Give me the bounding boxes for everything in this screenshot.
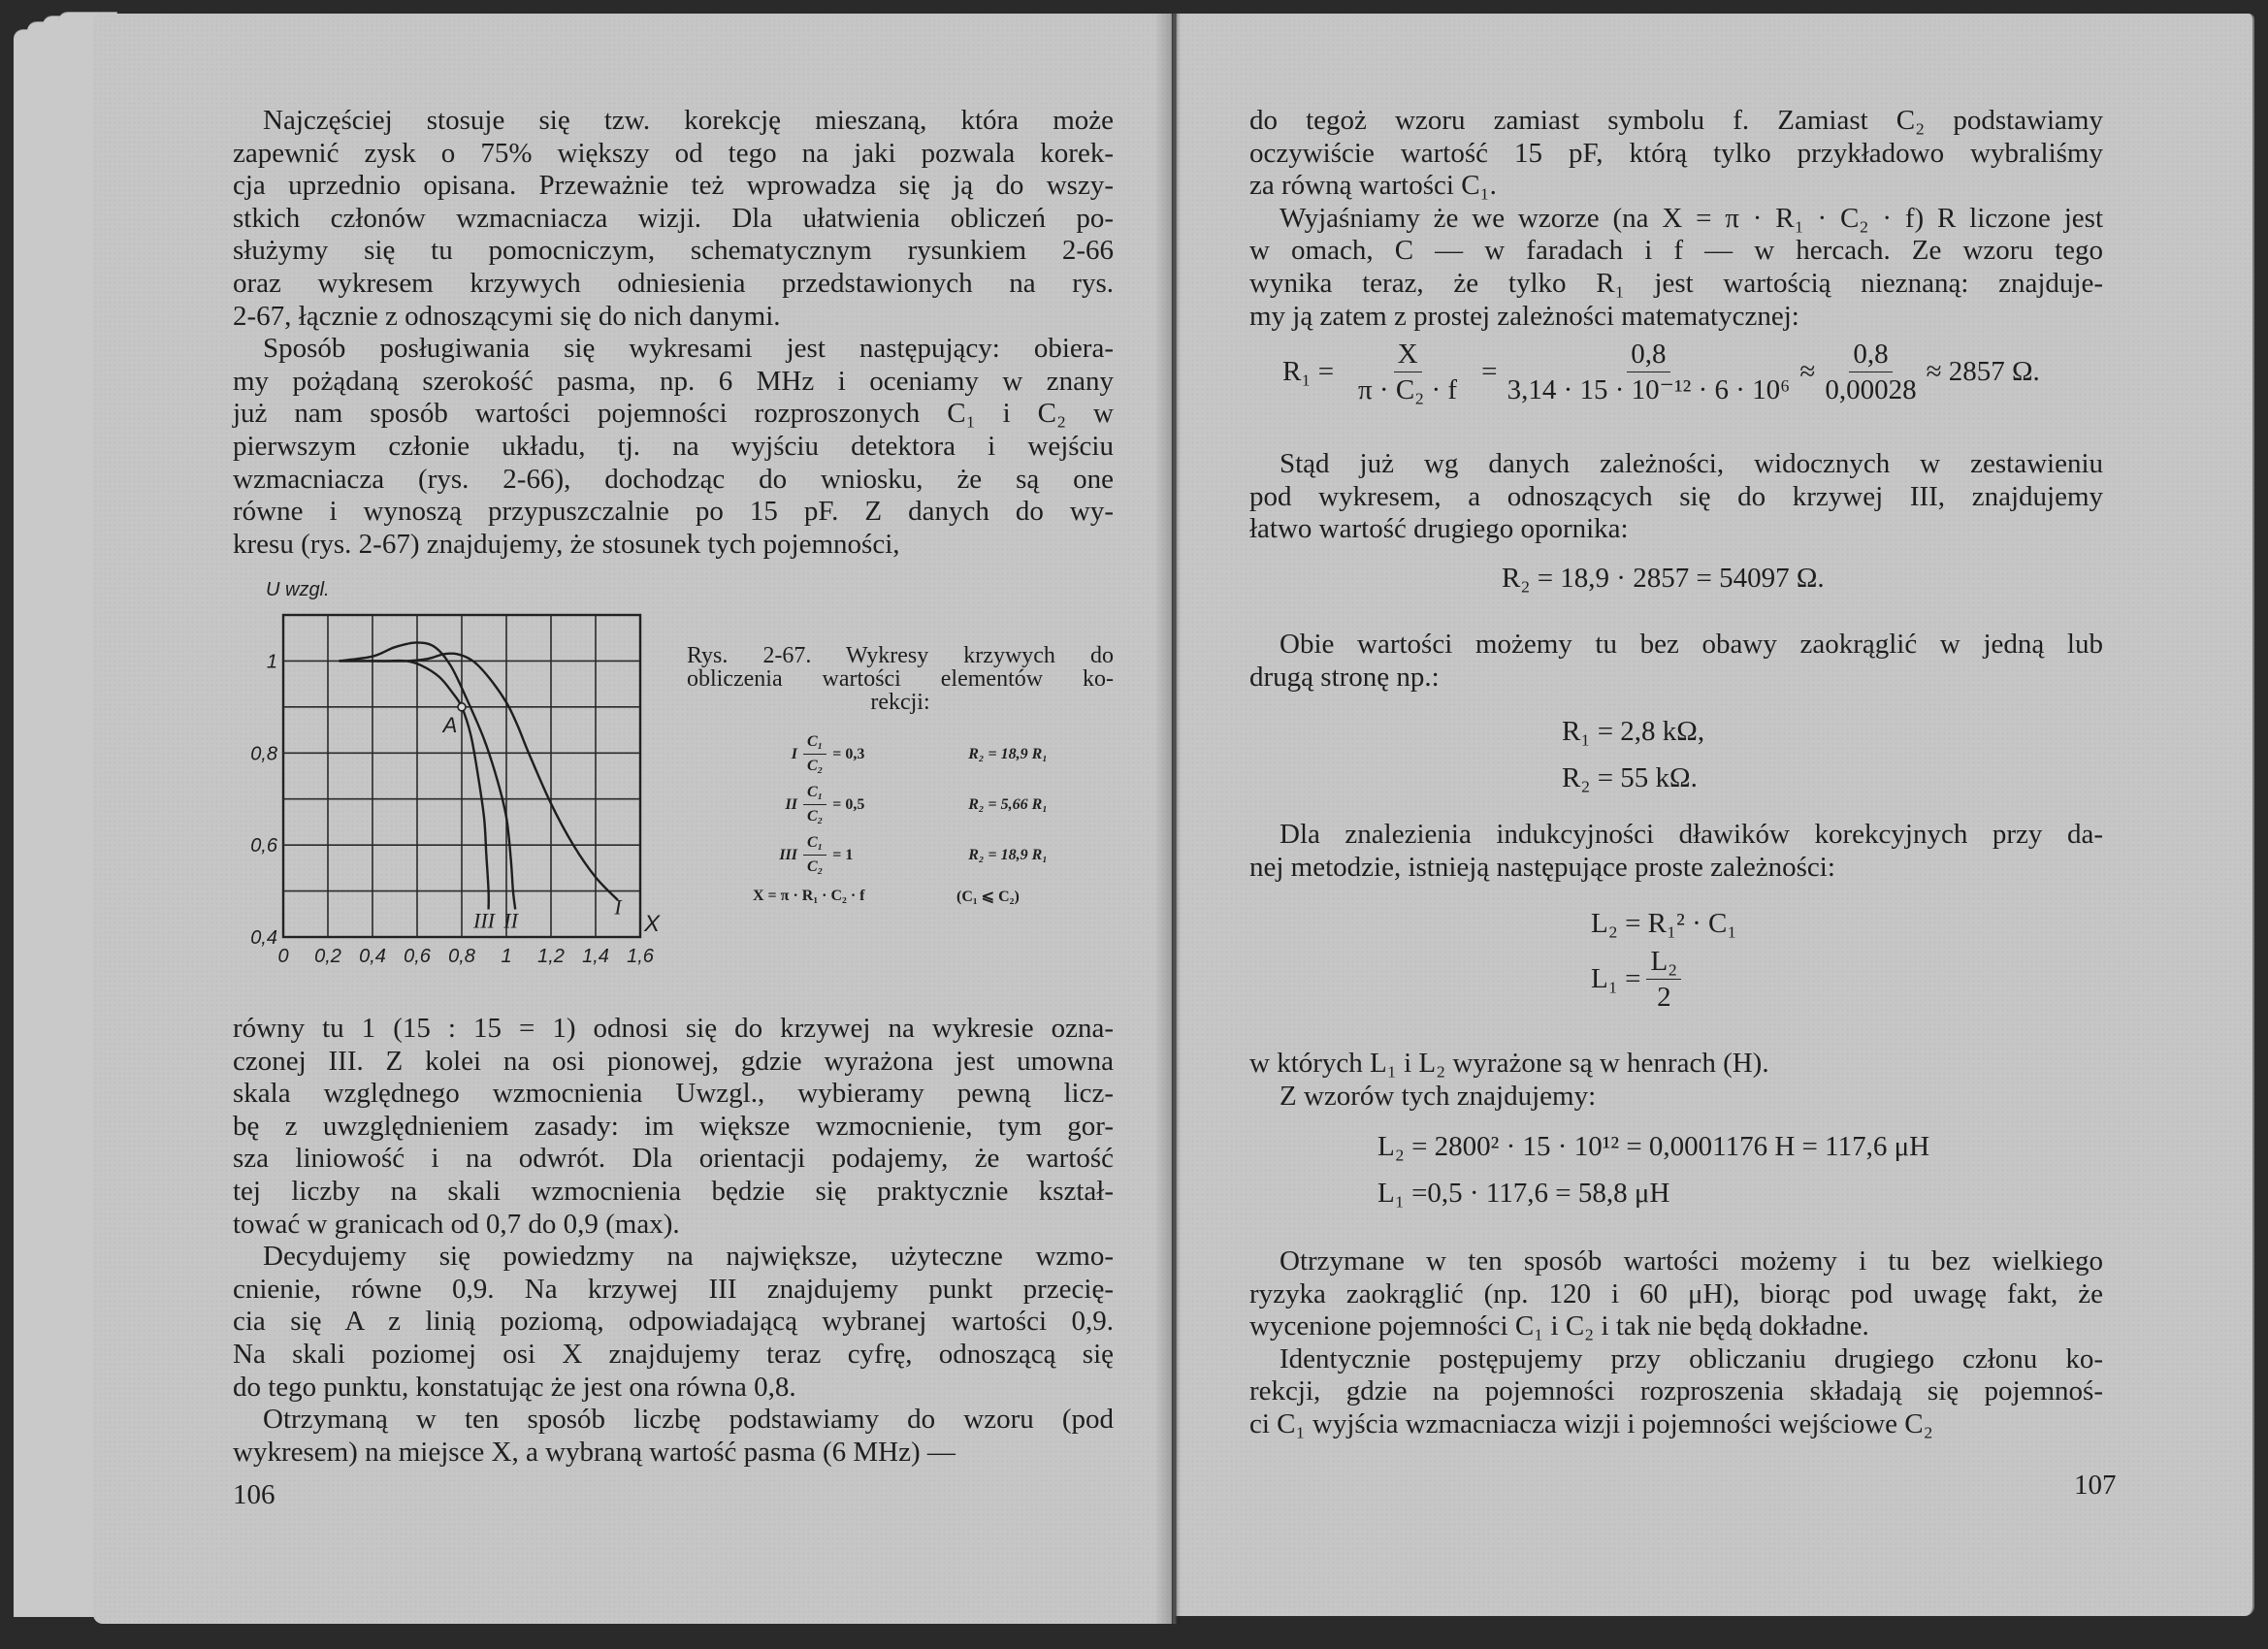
x-tick-label: 1,4 <box>582 946 609 967</box>
page-number-right: 107 <box>2074 1470 2117 1501</box>
text-line: cia się A z linią poziomą, odpowiadającą wybranej wartości 0,9. <box>233 1306 1114 1338</box>
x-formula: X = π · R₁ · C₂ · f <box>753 888 865 904</box>
paragraph <box>233 1013 1114 1241</box>
ratio-value: = 0,3 <box>832 745 865 762</box>
caption-line: rekcji: <box>870 690 930 715</box>
text-line: skala względnego wzmocnienia Uwzgl., wybieramy pewną licz- <box>233 1078 1114 1110</box>
right-text-bottom <box>1249 1245 2103 1441</box>
series-curve-II <box>340 642 516 909</box>
ratio-num: C₁ <box>803 733 826 755</box>
y-tick-label: 1 <box>266 651 277 673</box>
ratio-value: = 1 <box>832 846 854 863</box>
text-line: do tegoż wzoru zamiast symbolu f. Zamiast C₂ podstawiamy <box>1249 105 2103 136</box>
paragraph <box>233 1404 1114 1469</box>
text-line: sza liniowość i na odwrót. Dla orientacji podajemy, że wartość <box>233 1143 1114 1175</box>
text-line: w omach, C — w faradach i f — w hercach. Ze wzoru tego <box>1249 235 2103 267</box>
text-line: pierwszym członie układu, tj. na wyjściu detektora i wejściu <box>233 430 1114 462</box>
text-line: do tego punktu, konstatując że jest ona równa 0,8. <box>233 1371 796 1403</box>
series-label-III: III <box>473 908 495 933</box>
ratio-den: C₂ <box>807 858 824 875</box>
text-line: oczywiście wartość 15 pF, którą tylko przykładowo wybraliśmy <box>1249 137 2103 169</box>
text-line: w których L₁ i L₂ wyrażone są w henrach (H). <box>1249 1048 1769 1079</box>
text-line: Otrzymaną w ten sposób liczbę podstawiamy do wzoru (pod <box>263 1404 1114 1436</box>
x-tick-label: 0,8 <box>448 946 475 967</box>
eq-result: ≈ 2857 Ω. <box>1926 356 2040 387</box>
right-text-top <box>1249 105 2103 333</box>
left-text-top <box>233 105 1114 561</box>
caption-line: Rys. 2-67. Wykresy krzywych do <box>687 643 1114 668</box>
right-text-induct <box>1249 819 2103 884</box>
text-line: oraz wykresem krzywych odniesienia przedstawionych na rys. <box>233 267 1114 299</box>
text-line: stkich członów wzmacniacza wizji. Dla ułatwienia obliczeń po- <box>233 202 1114 234</box>
equation-r2-rounded: R₂ = 55 kΩ. <box>1562 762 1698 793</box>
text-line: wzmacniacza (rys. 2-66), dochodząc do wniosku, że są one <box>233 463 1114 495</box>
text-line: Stąd już wg danych zależności, widocznych w zestawieniu <box>1280 448 2103 479</box>
eq-lhs: R₁ = <box>1282 356 1335 387</box>
text-line: równy tu 1 (15 : 15 = 1) odnosi się do krzywej na wykresie ozna- <box>233 1013 1114 1044</box>
text-line: już nam sposób wartości pojemności rozproszonych C₁ i C₂ w <box>233 398 1114 430</box>
text-line: Na skali poziomej osi X znajdujemy teraz cyfrę, odnoszącą się <box>233 1338 1114 1370</box>
eq-sign: = <box>1481 356 1498 387</box>
y-tick-label: 0,8 <box>250 743 277 765</box>
eq-lhs: L₁ = <box>1591 963 1641 994</box>
frac-num: 0,8 <box>1627 340 1669 372</box>
x-tick-label: 0,2 <box>314 946 341 967</box>
left-text-bottom <box>233 1013 1114 1469</box>
x-tick-label: 0 <box>277 946 289 967</box>
ratio-den: C₂ <box>807 758 824 774</box>
text-line: cnienie, równe 0,9. Na krzywej III znajdujemy punkt przecię- <box>233 1273 1114 1305</box>
equation-l2-value: L₂ = 2800² · 15 · 10¹² = 0,0001176 H = 117,6 μH <box>1377 1131 1930 1162</box>
text-line: Wyjaśniamy że we wzorze (na X = π · R₁ · C₂ · f) R liczone jest <box>1280 202 2103 234</box>
text-line: 2-67, łącznie z odnoszącymi się do nich danymi. <box>233 300 781 332</box>
equation-l2: L₂ = R₁² · C₁ <box>1591 908 1737 939</box>
text-line: Z wzorów tych znajdujemy: <box>1280 1080 1597 1112</box>
caption-line: obliczenia wartości elementów ko- <box>687 666 1114 692</box>
ratio-value: = 0,5 <box>832 795 865 813</box>
right-text-henry <box>1249 1048 2103 1113</box>
paragraph <box>233 333 1114 561</box>
frac-num: L₂ <box>1646 947 1681 980</box>
capacitance-condition: (C₁ ⩽ C₂) <box>956 889 1020 905</box>
text-line: my pożądaną szerokość pasma, np. 6 MHz i oceniamy w znany <box>233 365 1114 397</box>
equation-l1-value: L₁ =0,5 · 117,6 = 58,8 μH <box>1377 1178 1670 1209</box>
ratio-den: C₂ <box>807 808 824 824</box>
text-line: Dla znalezienia indukcyjności dławików korekcyjnych przy da- <box>1280 819 2103 850</box>
text-line: Sposób posługiwania się wykresami jest następujący: obiera- <box>263 333 1114 365</box>
text-line: służymy się tu pomocniczym, schematycznym rysunkiem 2-66 <box>233 235 1114 267</box>
equation-r2: R₂ = 18,9 · 2857 = 54097 Ω. <box>1502 563 1825 594</box>
r2-relation: R₂ = 18,9 R₁ <box>968 745 1048 762</box>
equation-r1 <box>1282 340 2040 404</box>
annotation-label-A: A <box>442 712 458 737</box>
text-line: Decydujemy się powiedzmy na największe, użyteczne wzmo- <box>263 1241 1114 1273</box>
annotation-point-A <box>458 703 466 711</box>
text-line: Najczęściej stosuje się tzw. korekcję mieszaną, która może <box>263 105 1114 136</box>
text-line: cja uprzednio opisana. Przeważnie też wprowadza się ją do wszy- <box>233 170 1114 202</box>
curve-id: III <box>779 846 797 863</box>
right-text-round <box>1249 629 2103 694</box>
figure-caption <box>687 644 1114 714</box>
text-line: zapewnić zysk o 75% większy od tego na jaki pozwala korek- <box>233 137 1114 169</box>
x-tick-label: 1 <box>501 946 512 967</box>
x-tick-label: 0,6 <box>404 946 431 967</box>
r2-relation: R₂ = 18,9 R₁ <box>968 846 1048 863</box>
paragraph <box>1249 203 2103 333</box>
y-tick-label: 0,4 <box>250 927 277 949</box>
text-line: czonej III. Z kolei na osi pionowej, gdzie wyrażona jest umowna <box>233 1045 1114 1077</box>
approx-sign: ≈ <box>1799 356 1816 387</box>
text-line: wynika teraz, że tylko R₁ jest wartością nieznaną: znajduje- <box>1249 267 2103 299</box>
text-line: ci C₁ wyjścia wzmacniacza wizji i pojemności wejściowe C₂ <box>1249 1407 1933 1439</box>
text-line: Otrzymane w ten sposób wartości możemy i tu bez wielkiego <box>1280 1245 2103 1277</box>
y-axis-label: U wzgl. <box>266 579 330 600</box>
frac-den: 3,14 · 15 · 10⁻¹² · 6 · 10⁶ <box>1507 374 1791 405</box>
paragraph <box>1249 629 2103 694</box>
frac-num: 0,8 <box>1849 340 1892 372</box>
text-line: wykresem) na miejsce X, a wybraną wartość pasma (6 MHz) — <box>233 1436 956 1468</box>
x-tick-label: 1,2 <box>537 946 565 967</box>
paragraph <box>1249 105 2103 203</box>
text-line: rekcji, gdzie na pojemności rozproszenia składają się pojemnoś- <box>1249 1375 2103 1407</box>
page-number-left: 106 <box>233 1479 275 1510</box>
series-label-I: I <box>614 894 622 920</box>
caption-row-I <box>776 733 1048 775</box>
text-line: ryzyka zaokrąglić (np. 120 i 60 μH), biorąc pod uwagę fakt, że <box>1249 1277 2103 1310</box>
r2-relation: R₂ = 5,66 R₁ <box>968 795 1048 813</box>
text-line: drugą stronę np.: <box>1249 661 1440 693</box>
caption-row-II <box>776 784 1048 825</box>
text-line: Identycznie postępujemy przy obliczaniu drugiego członu ko- <box>1280 1342 2103 1374</box>
text-line: Obie wartości możemy tu bez obawy zaokrąglić w jedną lub <box>1280 629 2103 660</box>
text-line: równe i wynoszą przypuszczalnie po 15 pF. Z danych do wy- <box>233 496 1114 528</box>
chart-rys-2-67 <box>243 572 669 980</box>
curve-id: I <box>791 745 797 762</box>
text-line: tować w granicach od 0,7 do 0,9 (max). <box>233 1208 680 1240</box>
paragraph <box>233 105 1114 333</box>
text-line: nej metodzie, istnieją następujące proste zależności: <box>1249 851 1835 883</box>
ratio-num: C₁ <box>803 784 826 805</box>
y-tick-label: 0,6 <box>250 835 277 857</box>
text-line: za równą wartości C₁. <box>1249 170 1497 202</box>
text-line: łatwo wartość drugiego opornika: <box>1249 513 1629 545</box>
text-line: pod wykresem, a odnoszących się do krzywej III, znajdujemy <box>1249 480 2103 512</box>
text-line: kresu (rys. 2-67) znajdujemy, że stosunek tych pojemności, <box>233 528 900 560</box>
curve-id: II <box>785 795 797 813</box>
text-line: wycenione pojemności C₁ i C₂ i tak nie będą dokładne. <box>1249 1310 1869 1342</box>
equation-r1-rounded: R₁ = 2,8 kΩ, <box>1562 716 1705 747</box>
ratio-num: C₁ <box>803 834 826 856</box>
text-line: tej liczby na skali wzmocnienia będzie się praktycznie kształ- <box>233 1175 1114 1207</box>
text-line: bę z uwzględnieniem zasady: im większe wzmocnienie, tym gor- <box>233 1110 1114 1142</box>
caption-formula-row <box>753 887 1020 906</box>
caption-row-III <box>766 834 1048 876</box>
equation-l1 <box>1591 947 1687 1012</box>
paragraph <box>233 1241 1114 1404</box>
series-label-II: II <box>503 908 518 933</box>
paragraph <box>1249 1245 2103 1343</box>
right-text-r2 <box>1249 448 2103 546</box>
paragraph <box>1249 448 2103 546</box>
frac-den: 2 <box>1657 982 1671 1013</box>
text-line: my ją zatem z prostej zależności matematycznej: <box>1249 300 1799 332</box>
frac-num: X <box>1394 340 1422 372</box>
x-axis-label: X <box>644 911 661 937</box>
paragraph <box>1249 819 2103 884</box>
frac-den: π · C₂ · f <box>1358 374 1458 405</box>
x-tick-label: 0,4 <box>359 946 386 967</box>
frac-den: 0,00028 <box>1825 374 1917 405</box>
x-tick-label: 1,6 <box>627 946 654 967</box>
paragraph <box>1249 1343 2103 1441</box>
book-gutter <box>1154 14 1182 1624</box>
